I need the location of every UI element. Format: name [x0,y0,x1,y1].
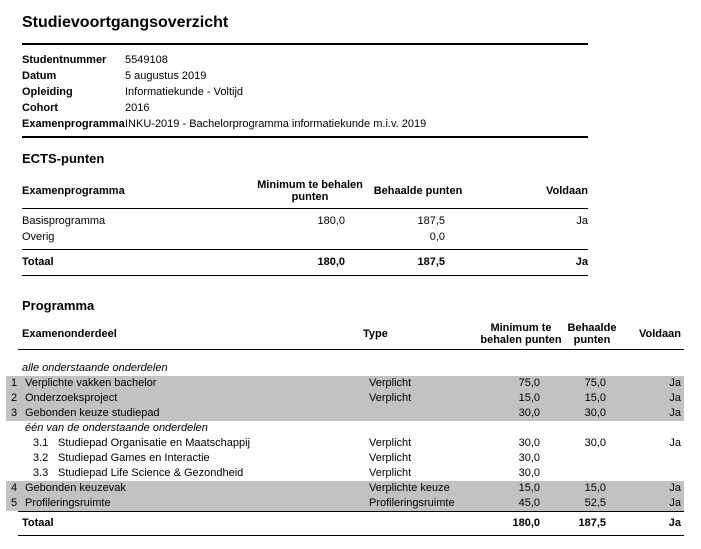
prog-row-name: Studiepad Life Science & Gezondheid [58,467,244,479]
prog-cell-type: Verplicht [369,452,412,464]
prog-cell-voldaan [622,466,684,481]
prog-cell-type: Verplichte keuze [369,482,450,494]
prog-total-label: Totaal [22,517,54,529]
prog-col-type: Type [363,328,388,340]
prog-row-number: 5 [11,497,18,509]
prog-cell-minimum: 45,0 [518,497,540,509]
ects-col-minimum: Minimum te behalen punten [257,179,363,203]
programma-note: alle onderstaande onderdelen [22,362,168,374]
prog-cell-voldaan: Ja [669,437,681,449]
student-info-block [22,52,588,132]
ects-total-voldaan: Ja [575,256,588,268]
prog-cell-behaald: 15,0 [584,482,606,494]
prog-cell-onderdeel [6,436,363,451]
prog-total-minimum: 180,0 [512,517,540,529]
programma-row [6,496,684,511]
prog-cell-onderdeel [6,451,363,466]
prog-total-type [363,516,480,530]
programma-table [6,319,684,536]
prog-cell-minimum: 30,0 [518,437,540,449]
ects-cell-program: Basisprogramma [22,215,106,227]
ects-row [22,213,588,229]
student-info-label: Cohort [22,102,59,114]
student-info-value: 2016 [125,102,150,114]
prog-row-number: 3.1 [33,437,49,449]
ects-cell-minimum: 180,0 [317,215,345,227]
prog-cell-onderdeel [6,496,363,511]
divider [18,349,684,350]
prog-row-name: Profileringsruimte [25,497,111,509]
prog-row-name: Verplichte vakken bachelor [25,377,157,389]
programma-note: één van de onderstaande onderdelen [25,422,208,434]
prog-cell-type: Profileringsruimte [369,497,455,509]
prog-cell-type [363,406,480,421]
prog-cell-voldaan: Ja [669,392,681,404]
prog-cell-voldaan [622,451,684,466]
student-info-value: INKU-2019 - Bachelorprogramma informatiekunde m.i.v. 2019 [125,118,427,130]
prog-total-voldaan: Ja [668,517,681,529]
programma-row [6,391,684,406]
prog-cell-minimum: 30,0 [518,467,540,479]
divider [18,535,684,536]
ects-cell-voldaan [468,229,588,245]
prog-cell-minimum: 75,0 [518,377,540,389]
ects-total-minimum: 180,0 [317,256,345,268]
prog-col-behaald: Behaalde punten [567,322,617,346]
prog-cell-minimum: 30,0 [518,452,540,464]
prog-cell-behaald: 30,0 [584,407,606,419]
programma-section-heading: Programma [22,298,95,313]
programma-row [6,481,684,496]
prog-cell-behaald [562,451,622,466]
prog-cell-behaald [562,466,622,481]
prog-cell-onderdeel [6,406,363,421]
prog-cell-voldaan: Ja [669,497,681,509]
student-info-row [22,116,588,132]
prog-cell-onderdeel [6,391,363,406]
prog-cell-type: Verplicht [369,467,412,479]
ects-col-behaald: Behaalde punten [373,185,463,197]
programma-total-row [6,512,684,535]
prog-col-examenonderdeel: Examenonderdeel [22,328,117,340]
student-info-label: Datum [22,70,57,82]
ects-col-voldaan: Voldaan [546,185,588,197]
prog-cell-onderdeel [6,466,363,481]
programma-row [6,466,684,481]
prog-col-minimum: Minimum te behalen punten [480,322,562,346]
ects-section-heading: ECTS-punten [22,151,105,166]
prog-cell-voldaan: Ja [669,482,681,494]
ects-cell-voldaan: Ja [576,215,588,227]
prog-cell-type: Verplicht [369,437,412,449]
student-info-value: 5 augustus 2019 [125,70,207,82]
student-info-value: Informatiekunde - Voltijd [125,86,244,98]
programma-row [6,376,684,391]
student-info-label: Examenprogramma [22,118,125,130]
programma-row [6,451,684,466]
ects-cell-behaald: 0,0 [429,231,445,243]
ects-row [22,229,588,245]
prog-row-name: Studiepad Games en Interactie [58,452,210,464]
ects-cell-behaald: 187,5 [417,215,445,227]
student-info-label: Studentnummer [22,54,107,66]
prog-cell-onderdeel [6,376,363,391]
ects-total-row [22,249,588,276]
ects-total-label: Totaal [22,256,54,268]
ects-cell-program: Overig [22,231,55,243]
prog-cell-voldaan: Ja [669,407,681,419]
prog-cell-behaald: 30,0 [584,437,606,449]
programma-row [6,436,684,451]
programma-header-row [6,319,684,349]
ects-total-behaald: 187,5 [417,256,445,268]
student-info-row [22,100,588,116]
programma-row [6,406,684,421]
prog-row-number: 2 [11,392,18,404]
student-info-label: Opleiding [22,86,73,98]
student-info-row [22,68,588,84]
student-info-value: 5549108 [125,54,168,66]
prog-row-name: Gebonden keuze studiepad [25,407,160,419]
prog-cell-behaald: 15,0 [584,392,606,404]
prog-row-number: 3 [11,407,18,419]
page-title: Studievoortgangsoverzicht [22,14,229,31]
prog-total-behaald: 187,5 [578,517,606,529]
ects-cell-minimum [252,229,368,245]
prog-cell-type: Verplicht [369,392,412,404]
prog-row-name: Onderzoeksproject [25,392,118,404]
prog-row-number: 1 [11,377,18,389]
prog-cell-minimum: 15,0 [518,392,540,404]
divider [22,43,588,45]
prog-row-number: 3.2 [33,452,49,464]
prog-cell-onderdeel [6,481,363,496]
prog-cell-minimum: 30,0 [518,407,540,419]
prog-col-voldaan: Voldaan [639,328,681,340]
programma-body [6,361,684,511]
prog-cell-behaald: 52,5 [584,497,606,509]
student-info-row [22,84,588,100]
prog-row-name: Studiepad Organisatie en Maatschappij [58,437,251,449]
ects-body [22,209,588,249]
ects-table [22,176,588,276]
prog-cell-type: Verplicht [369,377,412,389]
student-info-row [22,52,588,68]
prog-row-number: 4 [11,482,18,494]
ects-col-examenprogramma: Examenprogramma [22,185,125,197]
prog-cell-minimum: 15,0 [518,482,540,494]
prog-row-name: Gebonden keuzevak [25,482,126,494]
prog-cell-behaald: 75,0 [584,377,606,389]
prog-cell-voldaan: Ja [669,377,681,389]
prog-row-number: 3.3 [33,467,49,479]
ects-header-row [22,176,588,209]
